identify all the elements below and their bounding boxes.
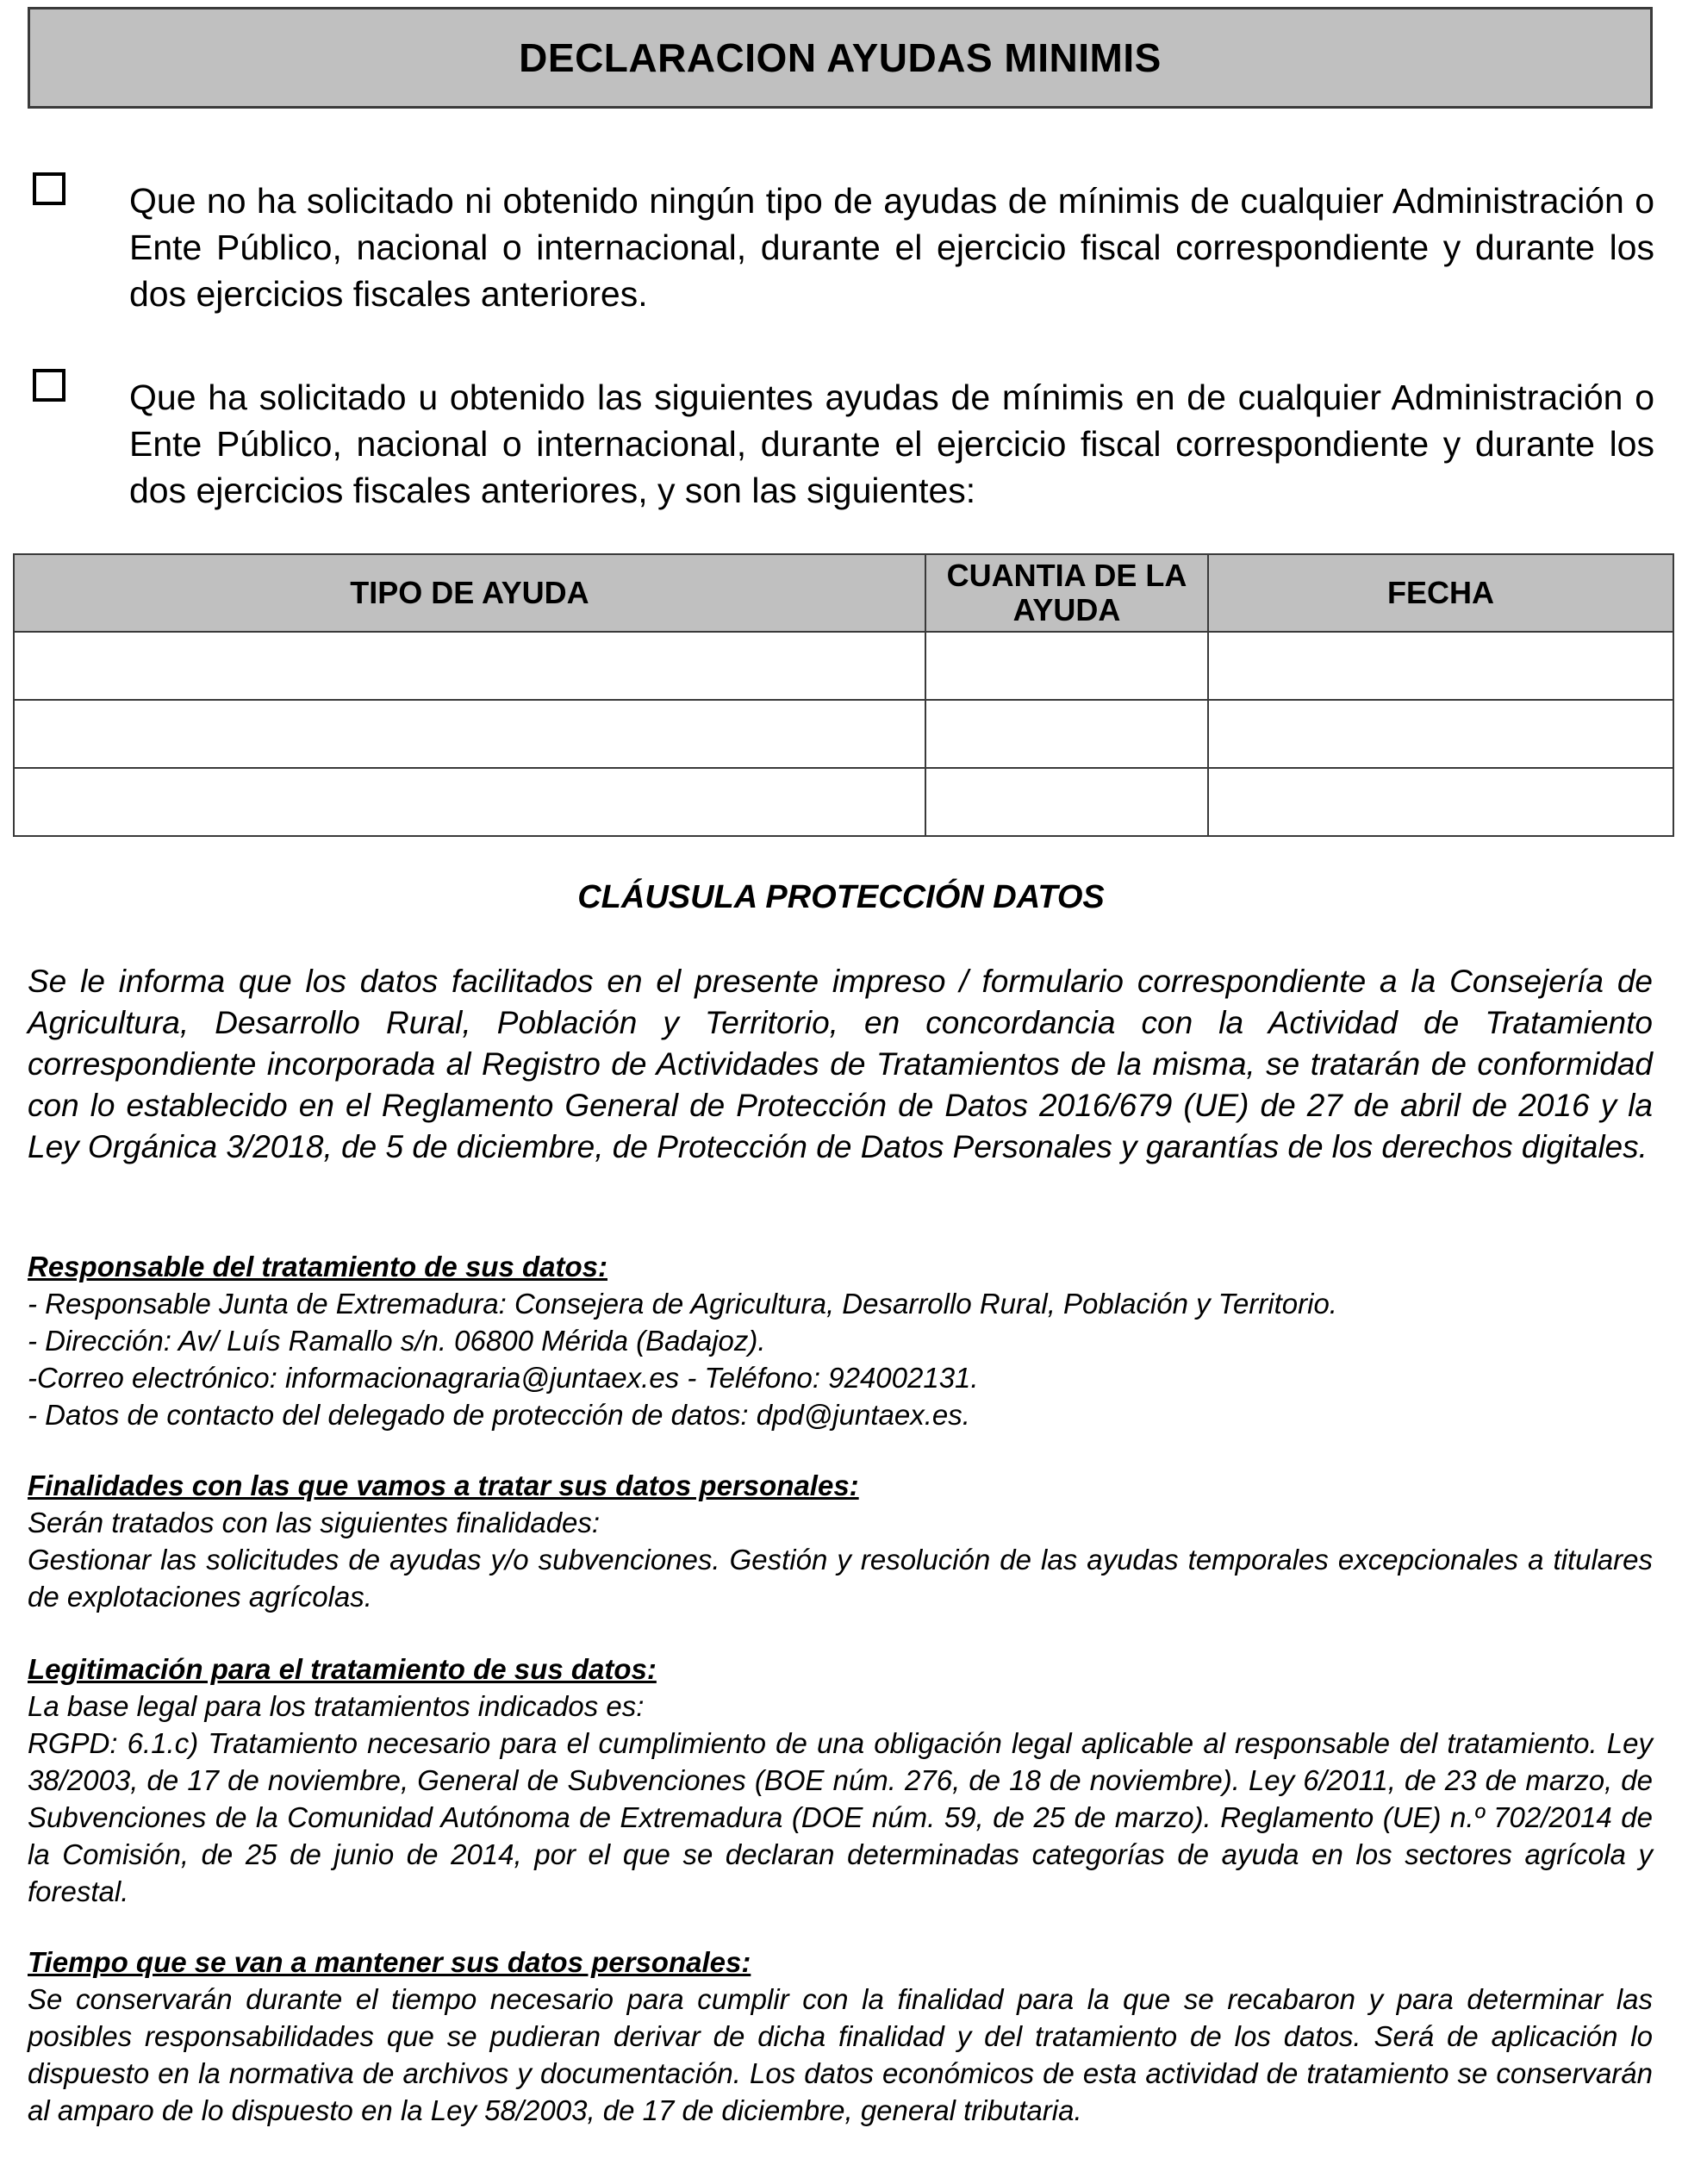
clausula-intro: Se le informa que los datos facilitados en el presente impreso / formulario correspondiente a la Consejería de Agricultura, Desarrollo Rural, Población y Territorio, en concordancia con la Actividad de Tratamiento correspondiente incorporada al Registro de Actividades de Tratamientos de la misma, se tratarán de conformidad con lo establecido en el Reglamento General de Protección de Datos 2016/679 (UE) de 27 de abril de 2016 y la Ley Orgánica 3/2018, de 5 de diciembre, de Protección de Datos Personales y garantías de los derechos digitales. (28, 964, 1653, 1164)
section-responsable (28, 1248, 1653, 1433)
finalidades-text: Gestionar las solicitudes de ayudas y/o subvenciones. Gestión y resolución de las ayudas temporales excepcionales a titulares de explotaciones agrícolas. (28, 1544, 1653, 1613)
ayudas-table (13, 553, 1674, 837)
responsable-line: - Responsable Junta de Extremadura: Consejera de Agricultura, Desarrollo Rural, Población y Territorio. (28, 1288, 1337, 1320)
cell-fecha[interactable] (1208, 632, 1673, 700)
cell-tipo-ayuda[interactable] (14, 700, 925, 768)
cell-cuantia[interactable] (925, 632, 1208, 700)
cell-tipo-ayuda[interactable] (14, 632, 925, 700)
table-header-row (14, 554, 1673, 632)
cell-cuantia[interactable] (925, 768, 1208, 836)
cell-fecha[interactable] (1208, 700, 1673, 768)
document-title-box (28, 7, 1653, 109)
checkbox-no-ayudas[interactable] (33, 172, 65, 205)
legitimacion-line: La base legal para los tratamientos indicados es: (28, 1690, 645, 1722)
responsable-line: - Dirección: Av/ Luís Ramallo s/n. 06800 Mérida (Badajoz). (28, 1325, 766, 1357)
header-cuantia-ayuda: CUANTIA DE LA AYUDA (925, 554, 1208, 632)
responsable-line: -Correo electrónico: informacionagraria@juntaex.es - Teléfono: 924002131. (28, 1362, 979, 1394)
header-fecha: FECHA (1208, 554, 1673, 632)
table-row (14, 632, 1673, 700)
table-row (14, 700, 1673, 768)
table-row (14, 768, 1673, 836)
cell-cuantia[interactable] (925, 700, 1208, 768)
finalidades-heading: Finalidades con las que vamos a tratar sus datos personales: (28, 1470, 859, 1501)
clausula-title: CLÁUSULA PROTECCIÓN DATOS (577, 879, 1105, 915)
section-finalidades (28, 1467, 1653, 1615)
option-si-ayudas-text: Que ha solicitado u obtenido las siguientes ayudas de mínimis en de cualquier Administración o Ente Público, nacional o internacional, durante el ejercicio fiscal correspondiente y durante los dos ejercicios fiscales anteriores, y son las siguientes: (129, 378, 1654, 510)
section-legitimacion (28, 1650, 1653, 1910)
document-title: DECLARACION AYUDAS MINIMIS (519, 35, 1162, 80)
responsable-heading: Responsable del tratamiento de sus datos: (28, 1251, 607, 1282)
finalidades-line: Serán tratados con las siguientes finalidades: (28, 1507, 601, 1538)
option-no-ayudas-text: Que no ha solicitado ni obtenido ningún tipo de ayudas de mínimis de cualquier Administración o Ente Público, nacional o internacional, durante el ejercicio fiscal correspondiente y durante los dos ejercicios fiscales anteriores. (129, 181, 1654, 314)
cell-fecha[interactable] (1208, 768, 1673, 836)
tiempo-text: Se conservarán durante el tiempo necesario para cumplir con la finalidad para la que se recabaron y para determinar las posibles responsabilidades que se pudieran derivar de dicha finalidad y del tratamiento de los datos. Será de aplicación lo dispuesto en la normativa de archivos y documentación. Los datos económicos de esta actividad de tratamiento se conservarán al amparo de lo dispuesto en la Ley 58/2003, de 17 de diciembre, general tributaria. (28, 1983, 1653, 2126)
header-tipo-ayuda: TIPO DE AYUDA (14, 554, 925, 632)
cell-tipo-ayuda[interactable] (14, 768, 925, 836)
checkbox-si-ayudas[interactable] (33, 369, 65, 402)
tiempo-heading: Tiempo que se van a mantener sus datos personales: (28, 1946, 751, 1978)
legitimacion-text: RGPD: 6.1.c) Tratamiento necesario para el cumplimiento de una obligación legal aplicable al responsable del tratamiento. Ley 38/2003, de 17 de noviembre, General de Subvenciones (BOE núm. 276, de 18 de noviembre). Ley 6/2011, de 23 de marzo, de Subvenciones de la Comunidad Autónoma de Extremadura (DOE núm. 59, de 25 de marzo). Reglamento (UE) n.º 702/2014 de la Comisión, de 25 de junio de 2014, por el que se declaran determinadas categorías de ayuda en los sectores agrícola y forestal. (28, 1727, 1653, 1907)
section-tiempo (28, 1944, 1653, 2129)
responsable-line: - Datos de contacto del delegado de protección de datos: dpd@juntaex.es. (28, 1399, 970, 1431)
legitimacion-heading: Legitimación para el tratamiento de sus datos: (28, 1653, 657, 1685)
